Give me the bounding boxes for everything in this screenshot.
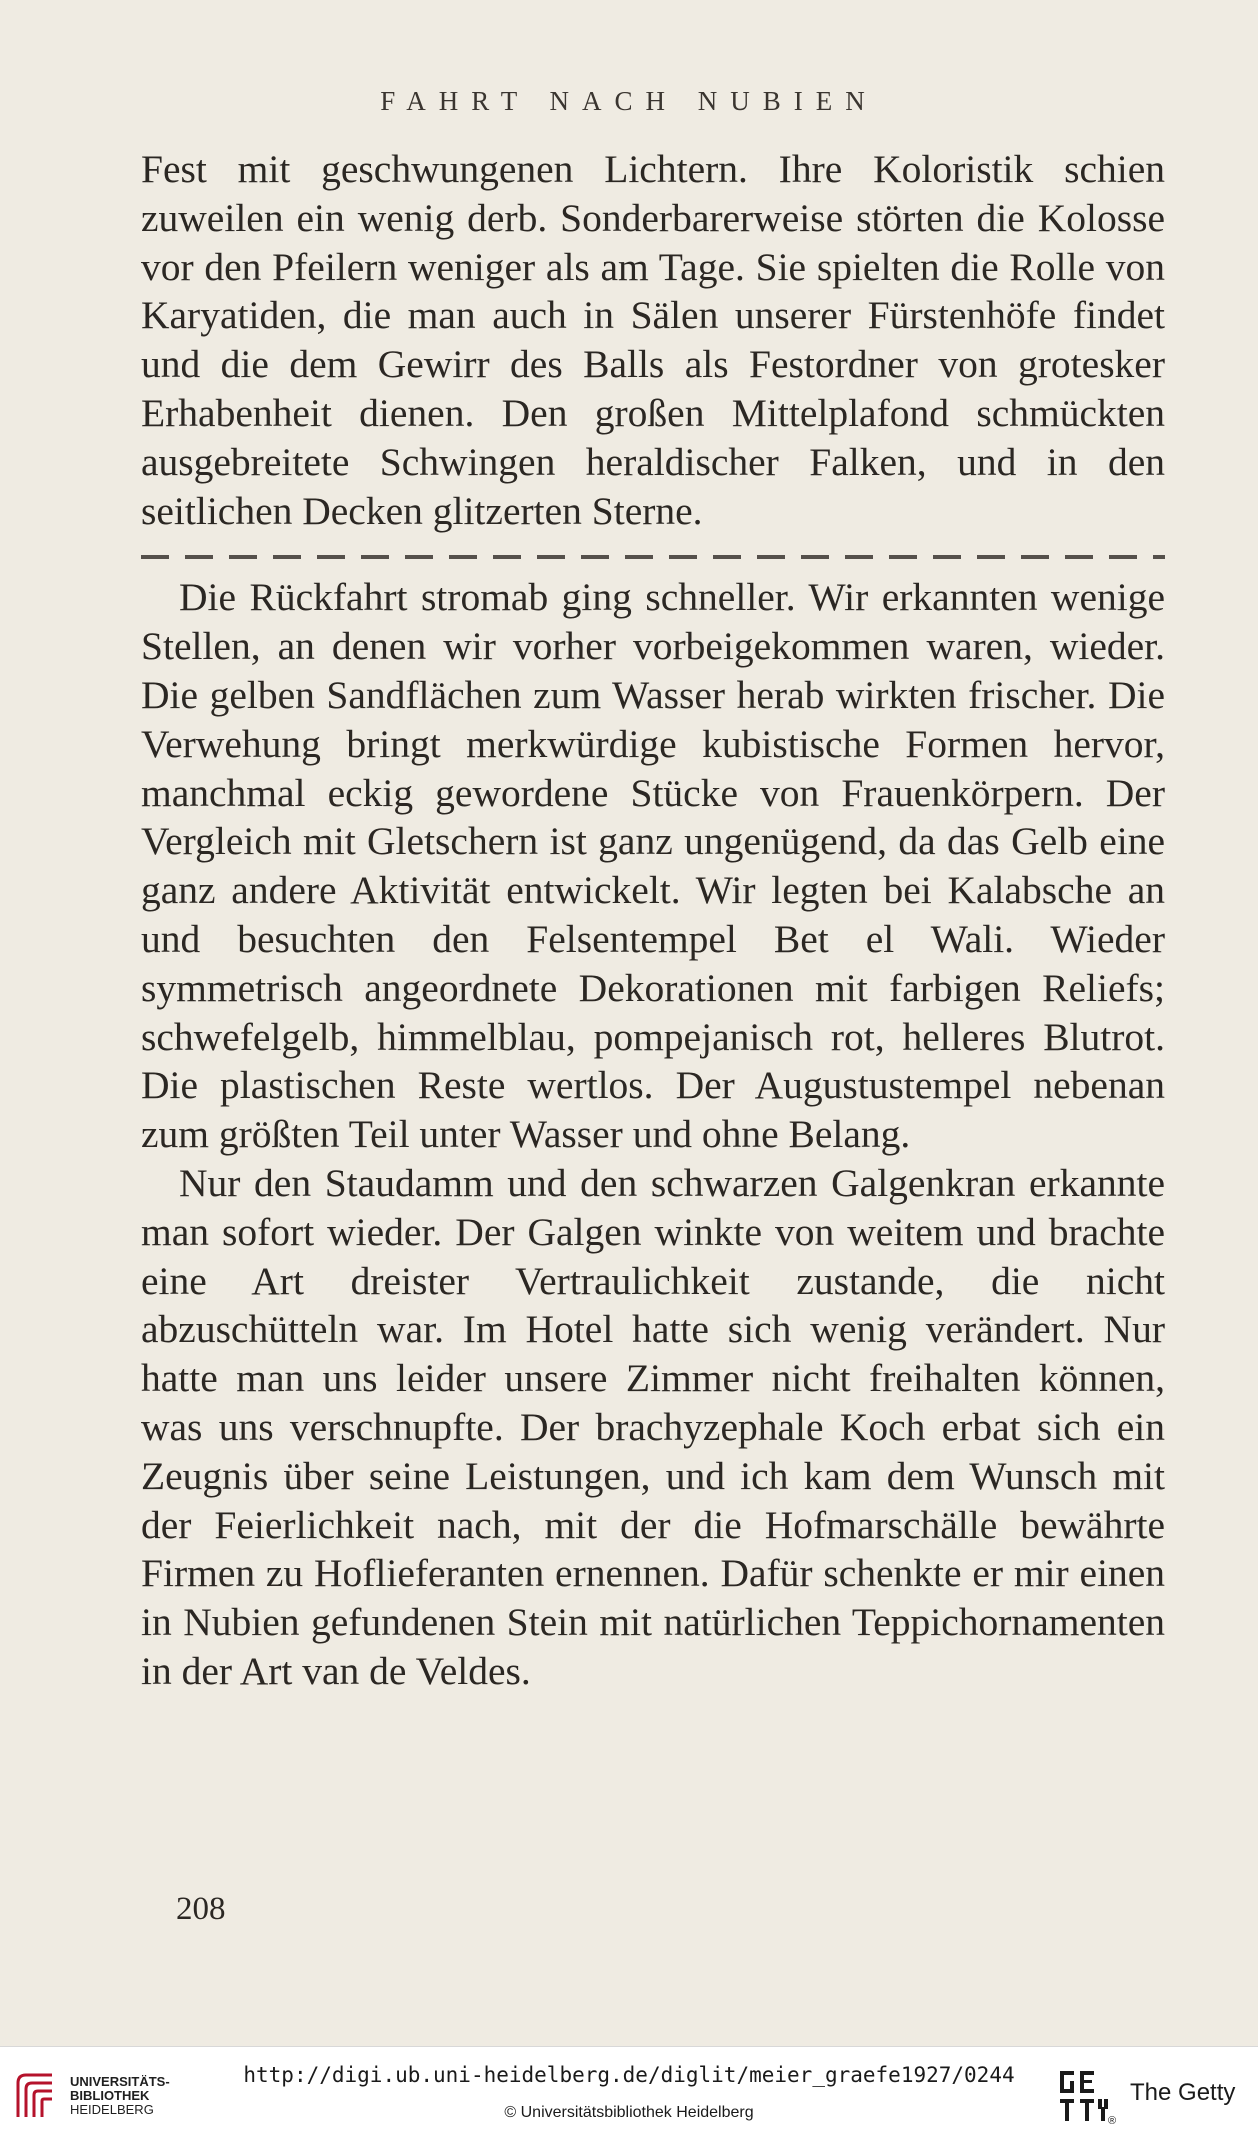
paragraph-2: Die Rückfahrt stromab ging schneller. Wir erkannten wenige Stellen, an denen wir vorher vorbeigekommen waren, wieder. Die gelben Sandflächen zum Wasser herab wirkten frischer. Die Verwehung bringt merkwürdige kubistische Formen hervor, manchmal eckig gewordene Stücke von Frauenkörpern. Der Vergleich mit Gletschern ist ganz ungenügend, da das Gelb eine ganz andere Aktivität entwickelt. Wir legten bei Kalabsche an und besuchten den Felsentempel Bet el Wali. Wieder symmetrisch angeordnete Dekorationen mit farbigen Reliefs; schwefelgelb, himmelblau, pompejanisch rot, helleres Blutrot. Die plastischen Reste wertlos. Der Augustustempel nebenan zum größten Teil unter Wasser und ohne Belang. — [141, 575, 1165, 1157]
running-head: FAHRT NACH NUBIEN — [380, 86, 878, 116]
page-number: 208 — [176, 1891, 226, 1927]
library-name-line-2: BIBLIOTHEK — [70, 2088, 150, 2103]
partner-name: The Getty — [1130, 2079, 1236, 2106]
paragraph-3: Nur den Staudamm und den schwarzen Galgenkran erkannte man sofort wieder. Der Galgen winkte von weitem und brachte eine Art dreister Vertraulichkeit zustande, die nicht abzuschütteln war. Im Hotel hatte sich wenig verändert. Nur hatte man uns leider unsere Zimmer nicht freihalten können, was uns verschnupfte. Der brachyzephale Koch erbat sich ein Zeugnis über seine Leistungen, und ich kam dem Wunsch mit der Feierlichkeit nach, mit der die Hofmarschälle bewährte Firmen zu Hoflieferanten ernennen. Dafür schenkte er mir einen in Nubien gefundenen Stein mit natürlichen Teppichornamenten in der Art van de Veldes. — [141, 1160, 1165, 1693]
library-name-line-1: UNIVERSITÄTS- — [70, 2074, 170, 2089]
library-name-line-3: HEIDELBERG — [70, 2102, 154, 2117]
permalink-url[interactable]: http://digi.ub.uni-heidelberg.de/diglit/meier_graefe1927/0244 — [243, 2063, 1015, 2087]
copyright-notice: © Universitätsbibliothek Heidelberg — [504, 2104, 754, 2121]
footer-bar — [0, 2046, 1258, 2147]
registered-mark: ® — [1108, 2115, 1117, 2127]
getty-logo-icon[interactable] — [1058, 2069, 1110, 2125]
section-separator — [141, 555, 1165, 559]
paragraph-1: Fest mit geschwungenen Lichtern. Ihre Koloristik schien zuweilen ein wenig derb. Sonderbarerweise störten die Kolosse vor den Pfeilern weniger als am Tage. Sie spielten die Rolle von Karyatiden, die man auch in Sälen unserer Fürstenhöfe findet und die dem Gewirr des Balls als Festordner von grotesker Erhabenheit dienen. Den großen Mittelplafond schmückten ausgebreitete Schwingen heraldischer Falken, und in den seitlichen Decken glitzerten Sterne. — [141, 147, 1165, 533]
body-text — [141, 145, 1165, 1696]
